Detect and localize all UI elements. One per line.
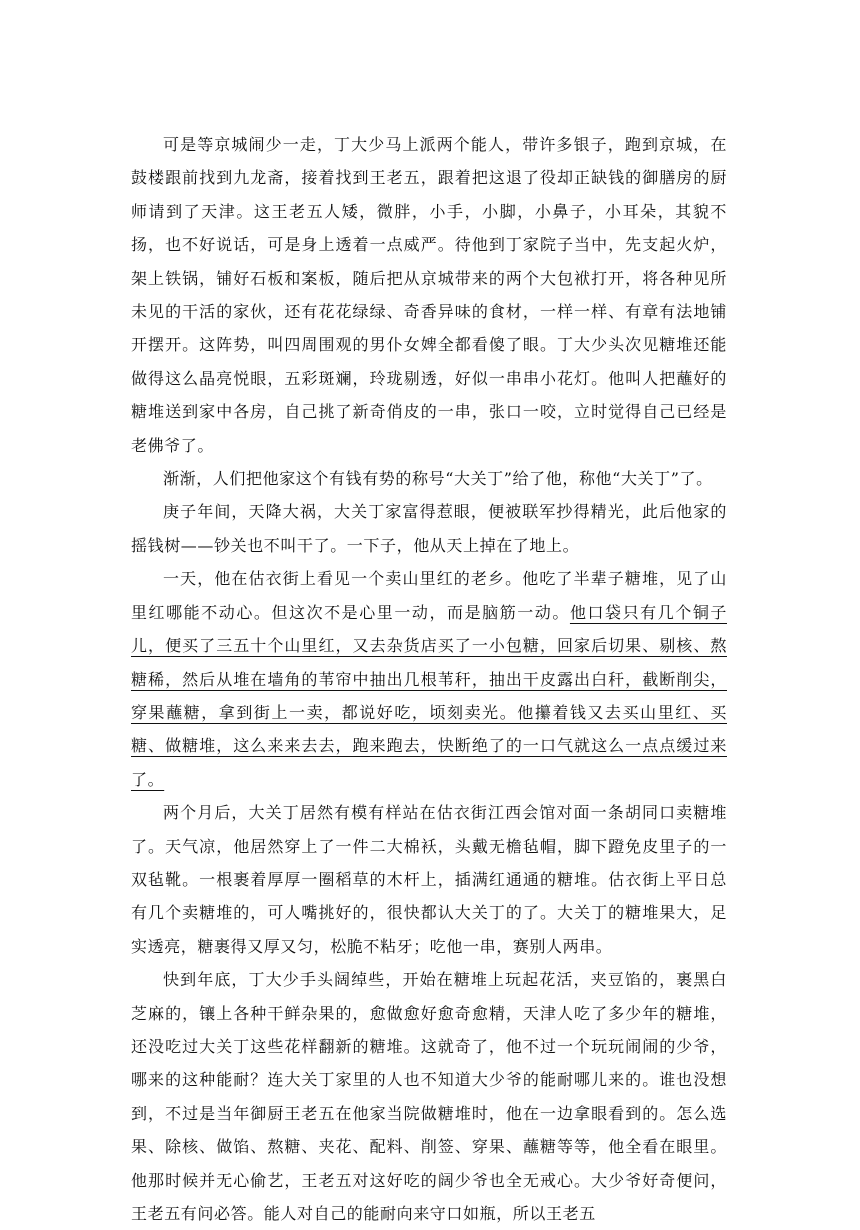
paragraph-3: 庚子年间，天降大祸，大关丁家富得惹眼，便被联军抄得精光，此后他家的摇钱树——钞关也不叫干了。一下子，他从天上掉在了地上。 xyxy=(131,502,727,555)
article-body xyxy=(131,128,727,1230)
paragraph-6: 快到年底，丁大少手头阔绰些，开始在糖堆上玩起花活，夹豆馅的，裹黑白芝麻的，镶上各种干鲜杂果的，愈做愈好愈奇愈精，天津人吃了多少年的糖堆，还没吃过大关丁这些花样翻新的糖堆。这就奇了，他不过一个玩玩闹闹的少爷，哪来的这种能耐？连大关丁家里的人也不知道大少爷的能耐哪儿来的。谁也没想到，不过是当年御厨王老五在他家当院做糖堆时，他在一边拿眼看到的。怎么选果、除核、做馅、熬糖、夹花、配料、削签、穿果、蘸糖等等，他全看在眼里。他那时候并无心偷艺，王老五对这好吃的阔少爷也全无戒心。大少爷好奇便问，王老五有问必答。能人对自己的能耐向来守口如瓶，所以王老五 xyxy=(131,970,727,1223)
paragraph-5: 两个月后，大关丁居然有模有样站在估衣街江西会馆对面一条胡同口卖糖堆了。天气凉，他居然穿上了一件二大棉袄，头戴无檐毡帽，脚下蹬免皮里子的一双毡靴。一根裹着厚厚一圈稻草的木杆上，插满红通通的糖堆。估衣街上平日总有几个卖糖堆的，可人嘴挑好的，很快都认大关丁的了。大关丁的糖堆果大，足实透亮，糖裹得又厚又匀，松脆不粘牙；吃他一串，赛别人两串。 xyxy=(131,803,727,956)
paragraph-1: 可是等京城闹少一走，丁大少马上派两个能人，带许多银子，跑到京城，在鼓楼跟前找到九龙斋，接着找到王老五，跟着把这退了役却正缺钱的御膳房的厨师请到了天津。这王老五人矮，微胖，小手，小脚，小鼻子，小耳朵，其貌不扬，也不好说话，可是身上透着一点威严。待他到丁家院子当中，先支起火炉，架上铁锅，铺好石板和案板，随后把从京城带来的两个大包袱打开，将各种见所未见的干活的家伙，还有花花绿绿、奇香异味的食材，一样一样、有章有法地铺开摆开。这阵势，叫四周围观的男仆女婢全都看傻了眼。丁大少头次见糖堆还能做得这么晶亮悦眼，五彩斑斓，玲珑剔透，好似一串串小花灯。他叫人把蘸好的糖堆送到家中各房，自己挑了新奇俏皮的一串，张口一咬，立时觉得自己已经是老佛爷了。 xyxy=(131,135,727,455)
paragraph-4 xyxy=(131,562,727,796)
paragraph-4-underlined-text: 他口袋只有几个铜子儿，便买了三五十个山里红，又去杂货店买了一小包糖，回家后切果、剔核、熬糖稀，然后从堆在墙角的苇帘中抽出几根苇秆，抽出干皮露出白秆，截断削尖，穿果蘸糖，拿到街上一卖，都说好吃，顷刻卖光。他攥着钱又去买山里红、买糖、做糖堆，这么来来去去，跑来跑去，快断绝了的一口气就这么一点点缓过来了。 xyxy=(131,602,727,789)
paragraph-2: 渐渐，人们把他家这个有钱有势的称号“大关丁”给了他，称他“大关丁”了。 xyxy=(163,469,713,489)
paragraph-4-plain-text: 一天，他在估衣街上看见一个卖山里红的老乡。他吃了半辈子糖堆，见了山里红哪能不动心。但这次不是心里一动，而是脑筋一动。 xyxy=(131,569,727,622)
